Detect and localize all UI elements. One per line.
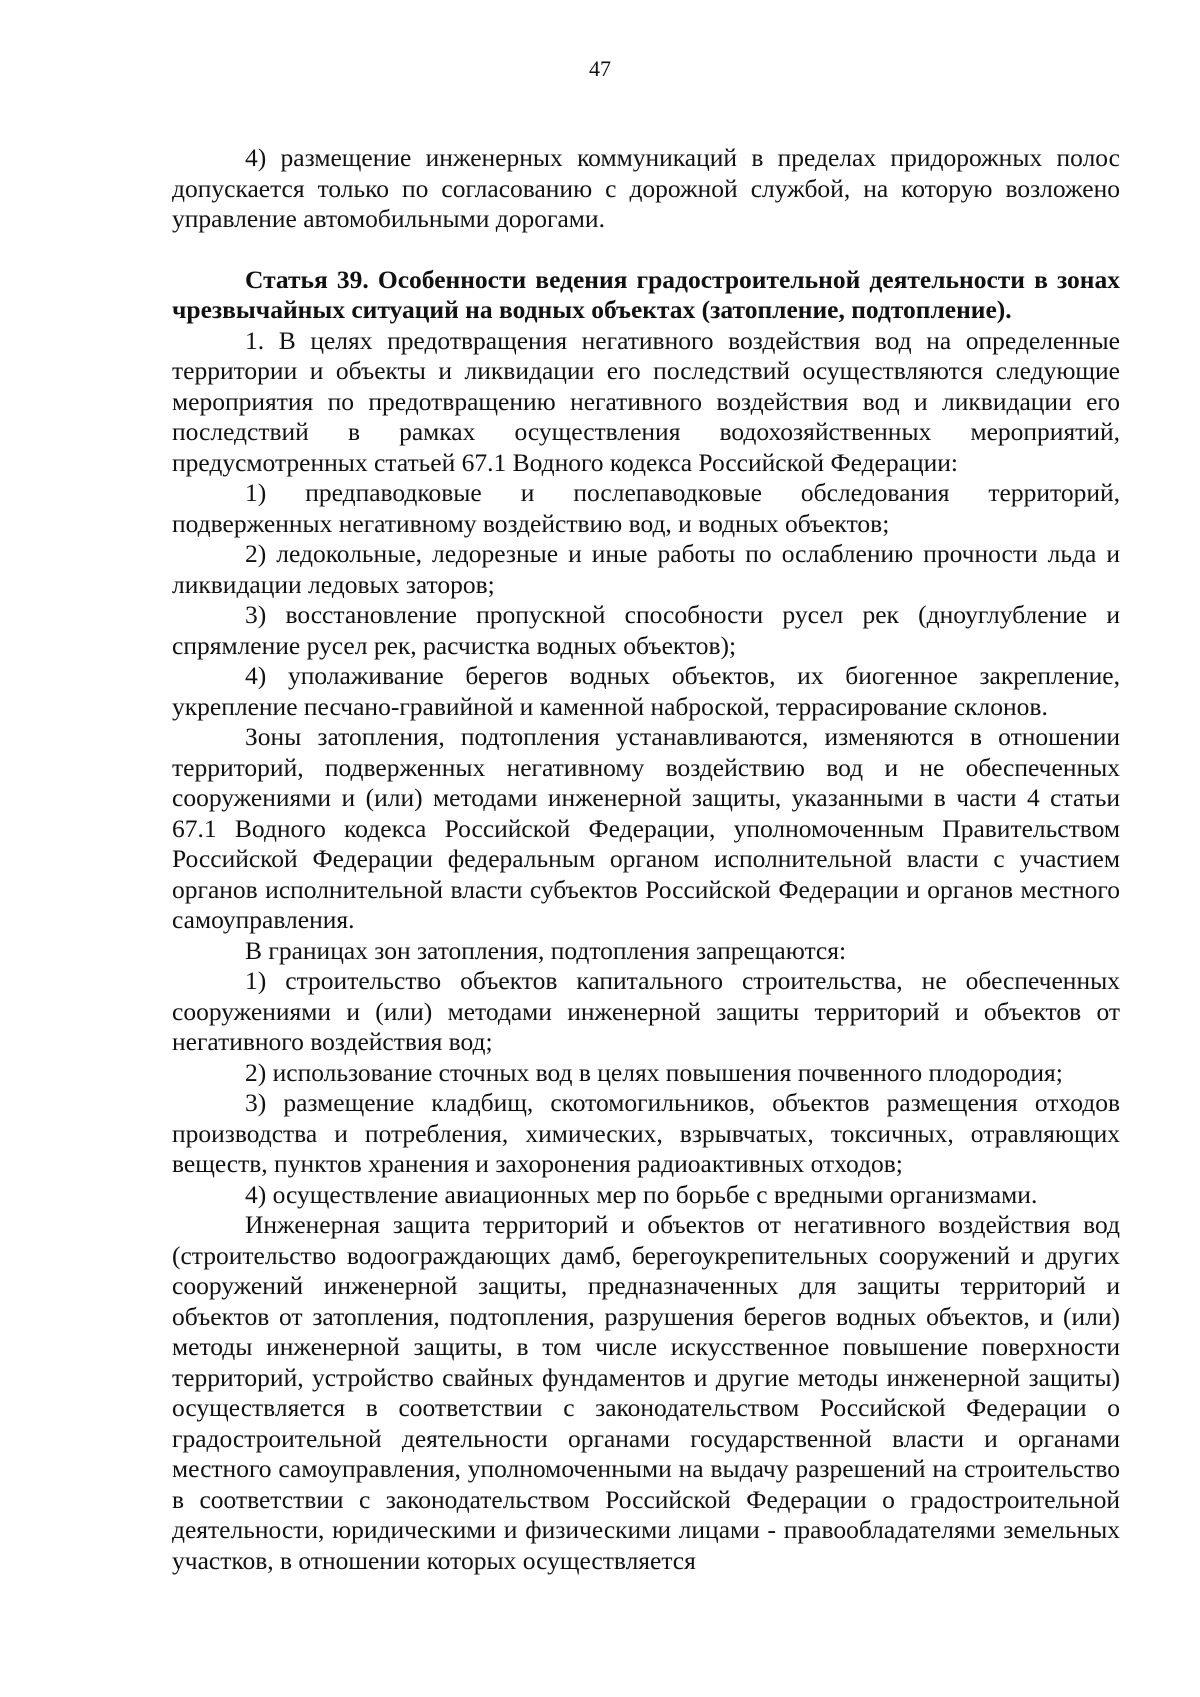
paragraph-measures-intro: 1. В целях предотвращения негативного воздействия вод на определенные территории и объекты и ликвидации его последствий осуществляются следующие мероприятия по предотвращению негативного воздействия вод и ликвидации его последствий в рамках осуществления водохозяйственных мероприятий, предусмотренных статьей 67.1 Водного кодекса Российской Федерации: <box>172 325 1120 477</box>
paragraph-flood-zones: Зоны затопления, подтопления устанавливаются, изменяются в отношении территорий, подверженных негативному воздействию вод и не обеспеченных сооружениями и (или) методами инженерной защиты, указанными в части 4 статьи 67.1 Водного кодекса Российской Федерации, уполномоченным Правительством Российской Федерации федеральным органом исполнительной власти с участием органов исполнительной власти субъектов Российской Федерации и органов местного самоуправления. <box>172 722 1120 934</box>
list-item-icebreaking: 2) ледокольные, ледорезные и иные работы по ослаблению прочности льда и ликвидации ледовых заторов; <box>172 539 1120 599</box>
list-item-wastewater: 2) использование сточных вод в целях повышения почвенного плодородия; <box>245 1057 1063 1087</box>
page-number: 47 <box>589 56 611 81</box>
list-item-cemeteries: 3) размещение кладбищ, скотомогильников, объектов размещения отходов производства и потребления, химических, взрывчатых, токсичных, отравляющих веществ, пунктов хранения и захоронения радиоактивных отходов; <box>172 1088 1120 1178</box>
article-heading: Статья 39. Особенности ведения градостроительной деятельности в зонах чрезвычайных ситуаций на водных объектах (затопление, подтопление). <box>172 264 1120 324</box>
list-item-surveys: 1) предпаводковые и послепаводковые обследования территорий, подверженных негативному воздействию вод, и водных объектов; <box>172 478 1120 538</box>
list-item-bank-sloping: 4) уполаживание берегов водных объектов, их биогенное закрепление, укрепление песчано-гравийной и каменной наброской, террасирование склонов. <box>172 661 1120 721</box>
paragraph-utilities-placement: 4) размещение инженерных коммуникаций в пределах придорожных полос допускается только по согласованию с дорожной службой, на которую возложено управление автомобильными дорогами. <box>172 143 1120 233</box>
list-item-construction: 1) строительство объектов капитального строительства, не обеспеченных сооружениями и (или) методами инженерной защиты территорий и объектов от негативного воздействия вод; <box>172 966 1120 1056</box>
document-body <box>172 143 1120 1576</box>
paragraph-engineering-protection: Инженерная защита территорий и объектов от негативного воздействия вод (строительство водоограждающих дамб, берегоукрепительных сооружений и других сооружений инженерной защиты, предназначенных для защиты территорий и объектов от затопления, подтопления, разрушения берегов водных объектов, и (или) методы инженерной защиты, в том числе искусственное повышение поверхности территорий, устройство свайных фундаментов и другие методы инженерной защиты) осуществляется в соответствии с законодательством Российской Федерации о градостроительной деятельности органами государственной власти и органами местного самоуправления, уполномоченными на выдачу разрешений на строительство в соответствии с законодательством Российской Федерации о градостроительной деятельности, юридическими и физическими лицами - правообладателями земельных участков, в отношении которых осуществляется <box>172 1210 1120 1575</box>
list-item-river-restoration: 3) восстановление пропускной способности русел рек (дноуглубление и спрямление русел рек, расчистка водных объектов); <box>172 600 1120 660</box>
list-item-aviation: 4) осуществление авиационных мер по борьбе с вредными организмами. <box>245 1179 1038 1209</box>
paragraph-prohibitions-intro: В границах зон затопления, подтопления запрещаются: <box>245 935 847 965</box>
